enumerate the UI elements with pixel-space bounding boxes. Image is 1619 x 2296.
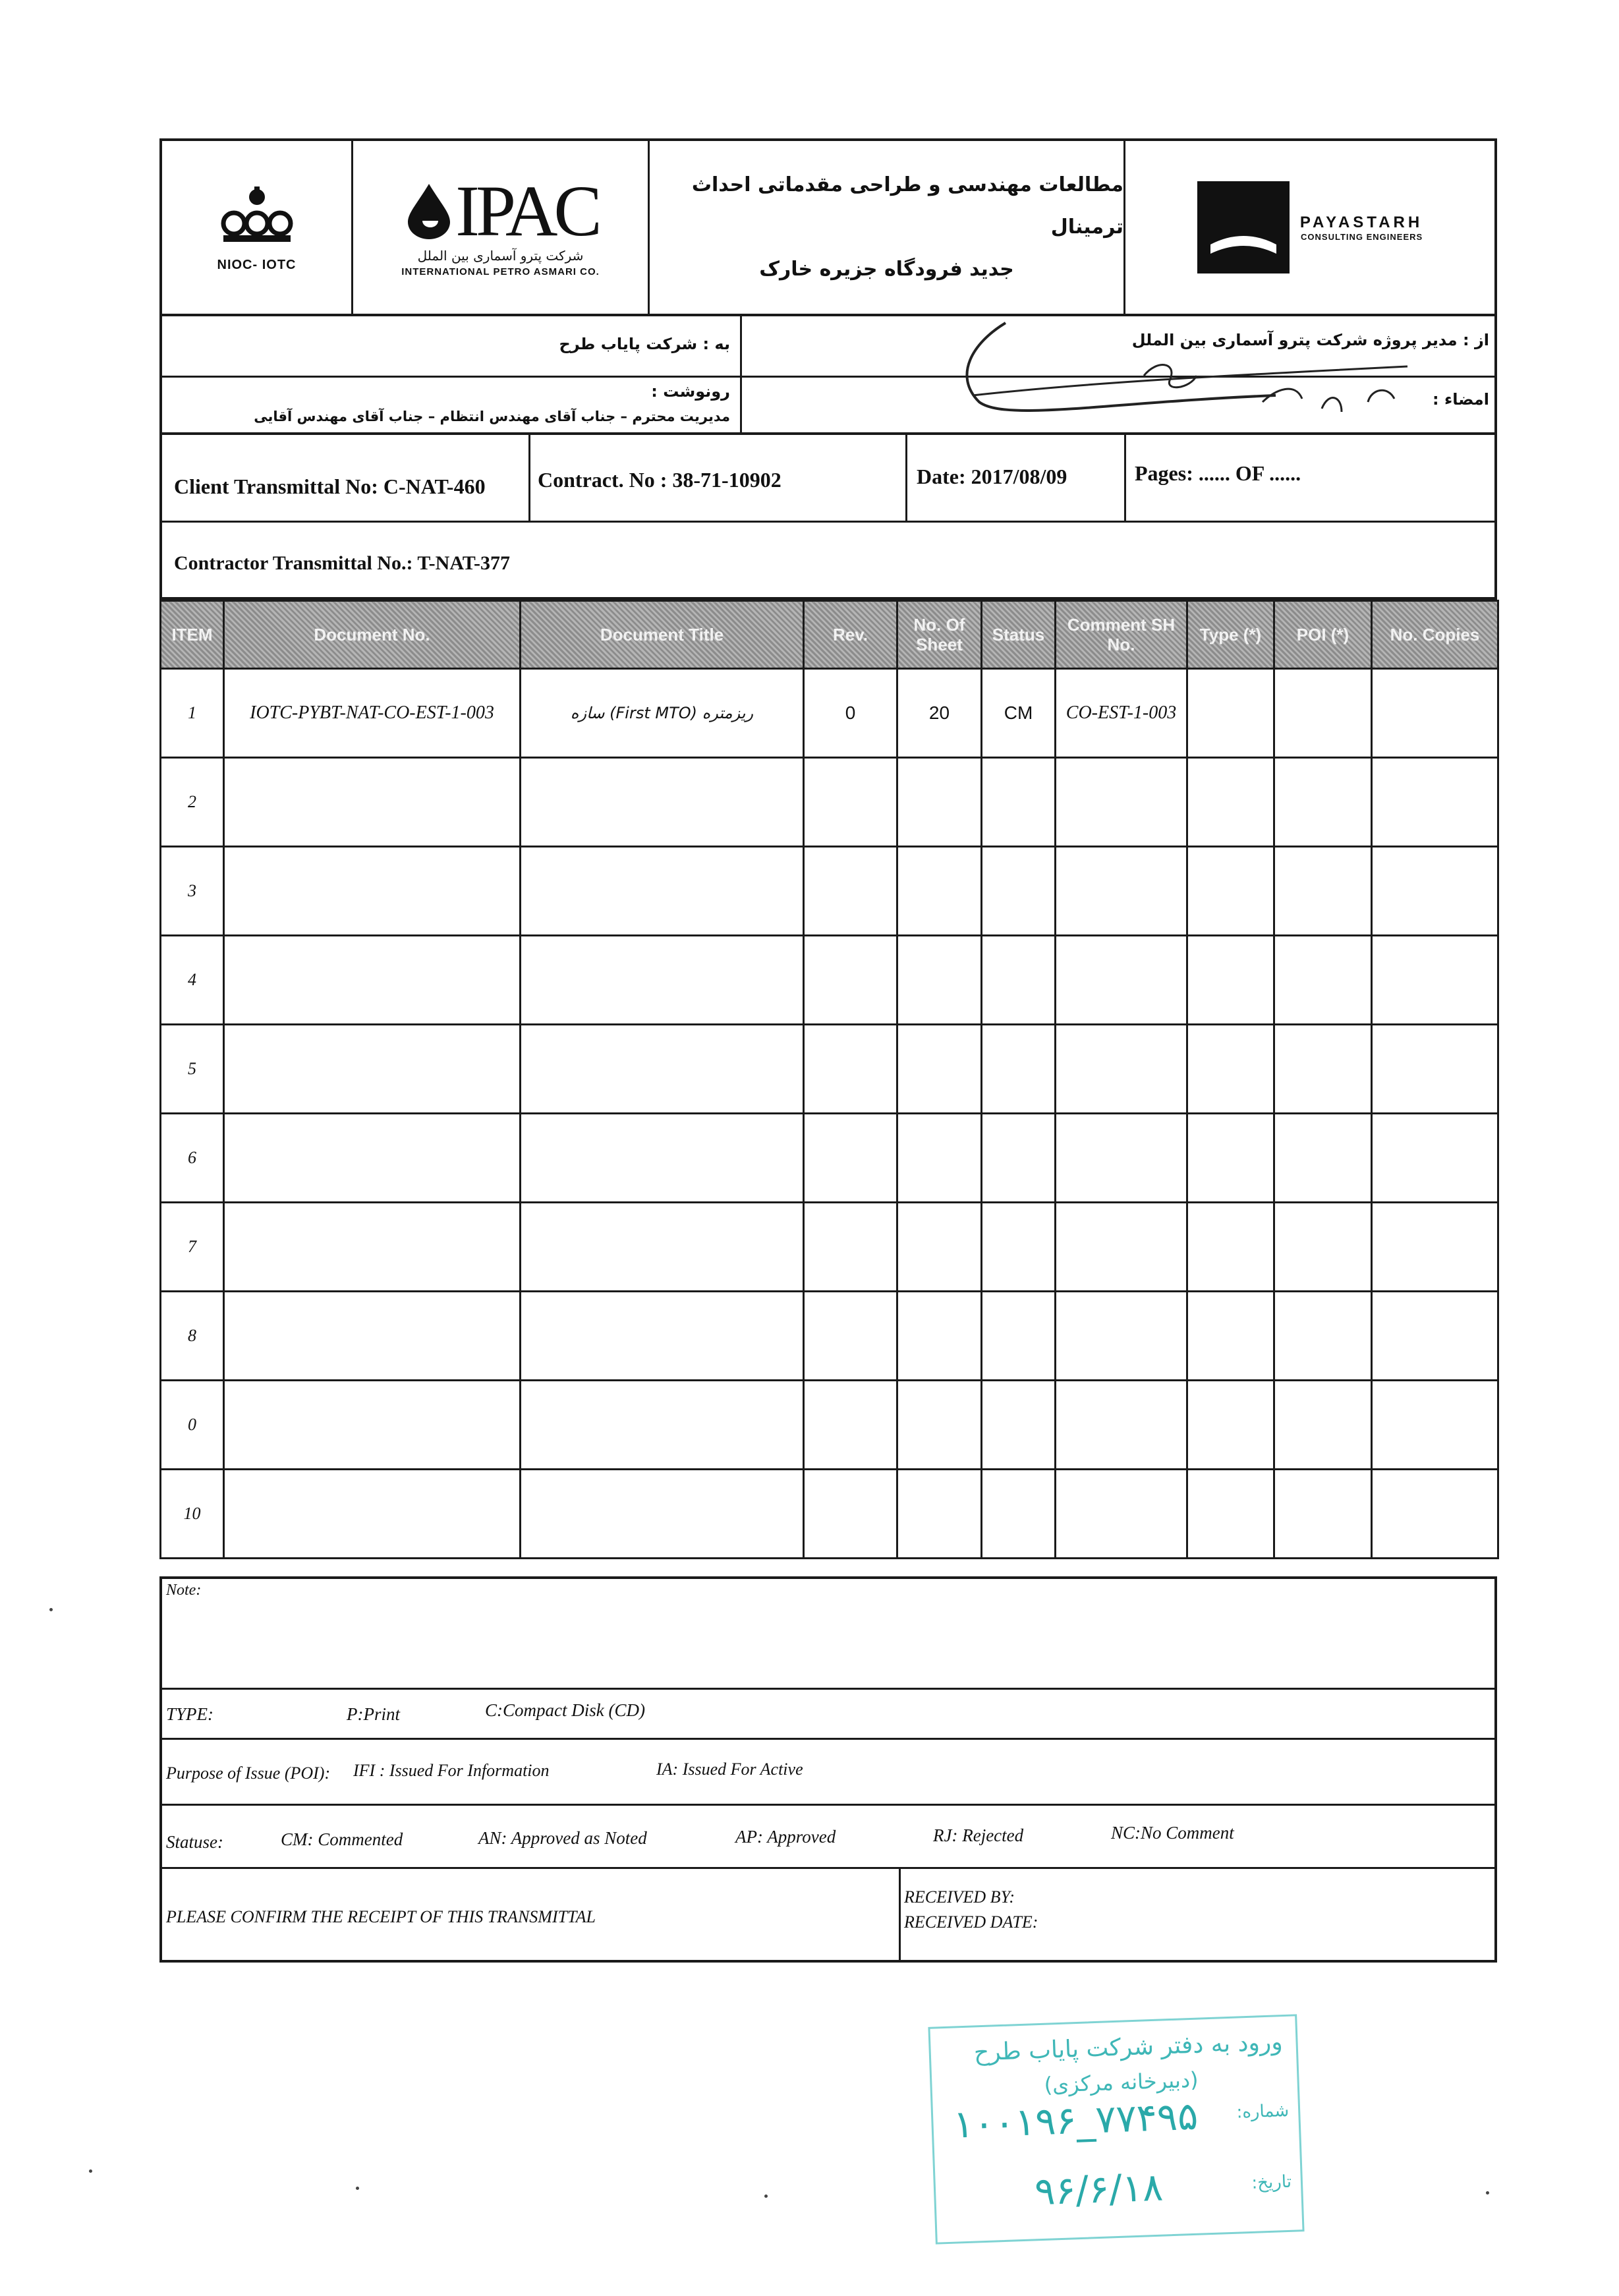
table-row bbox=[161, 936, 1498, 1025]
table-row bbox=[161, 1470, 1498, 1559]
item-cell: 7 bbox=[161, 1203, 224, 1292]
document-title-cell bbox=[521, 1292, 804, 1381]
col-poi: POI (*) bbox=[1274, 601, 1372, 669]
confirm-receipt-text: PLEASE CONFIRM THE RECEIPT OF THIS TRANSMITTAL bbox=[166, 1907, 596, 1926]
status-cell bbox=[982, 1292, 1056, 1381]
copies-cell bbox=[1372, 1381, 1498, 1470]
comment-sh-cell bbox=[1056, 1114, 1187, 1203]
item-cell: 2 bbox=[161, 758, 224, 847]
copies-cell bbox=[1372, 936, 1498, 1025]
copies-cell bbox=[1372, 1203, 1498, 1292]
col-document-title: Document Title bbox=[521, 601, 804, 669]
document-no-cell bbox=[224, 1470, 521, 1559]
project-title-line2: جدید فرودگاه جزیره خارک bbox=[759, 258, 1014, 281]
routing-block bbox=[159, 316, 1497, 435]
table-row bbox=[161, 669, 1498, 758]
poi-ifi: IFI : Issued For Information bbox=[353, 1761, 550, 1780]
receipt-stamp bbox=[928, 2014, 1304, 2244]
status-cell bbox=[982, 1470, 1056, 1559]
comment-sh-cell bbox=[1056, 758, 1187, 847]
sheets-cell bbox=[897, 1292, 982, 1381]
item-cell: 3 bbox=[161, 847, 224, 936]
rev-cell bbox=[804, 758, 897, 847]
col-no-copies: No. Copies bbox=[1372, 601, 1498, 669]
ipac-logo-cell bbox=[353, 141, 650, 314]
type-cell bbox=[1187, 1025, 1274, 1114]
col-status: Status bbox=[982, 601, 1056, 669]
stamp-number-label: شماره: bbox=[1236, 2100, 1290, 2123]
ipac-english-name: INTERNATIONAL PETRO ASMARI CO. bbox=[401, 266, 600, 277]
status-cell bbox=[982, 1114, 1056, 1203]
legend-block bbox=[159, 1576, 1497, 1963]
sheets-cell bbox=[897, 1470, 982, 1559]
from-field: از : مدیر پروژه شرکت پترو آسماری بین الملل bbox=[1131, 331, 1489, 349]
copies-cell bbox=[1372, 758, 1498, 847]
status-cm: CM: Commented bbox=[281, 1829, 403, 1849]
project-title-line1: مطالعات مهندسی و طراحی مقدماتی احداث ترمینال bbox=[691, 173, 1123, 239]
type-cd: C:Compact Disk (CD) bbox=[485, 1700, 645, 1720]
type-print: P:Print bbox=[347, 1704, 400, 1724]
type-cell bbox=[1187, 847, 1274, 936]
document-title-cell bbox=[521, 1203, 804, 1292]
cc-label: رونوشت : bbox=[651, 382, 730, 401]
status-cell: CM bbox=[982, 669, 1056, 758]
table-row bbox=[161, 1381, 1498, 1470]
document-title-cell bbox=[521, 847, 804, 936]
status-cell bbox=[982, 1203, 1056, 1292]
col-type: Type (*) bbox=[1187, 601, 1274, 669]
comment-sh-cell bbox=[1056, 847, 1187, 936]
document-no-cell bbox=[224, 936, 521, 1025]
transmittal-info bbox=[159, 435, 1497, 600]
type-cell bbox=[1187, 1203, 1274, 1292]
sheets-cell bbox=[897, 936, 982, 1025]
copies-cell bbox=[1372, 847, 1498, 936]
comment-sh-cell bbox=[1056, 1203, 1187, 1292]
comment-sh-cell bbox=[1056, 1470, 1187, 1559]
contract-no: Contract. No : 38-71-10902 bbox=[538, 468, 781, 492]
document-table bbox=[159, 600, 1499, 1559]
type-cell bbox=[1187, 669, 1274, 758]
rev-cell bbox=[804, 936, 897, 1025]
status-cell bbox=[982, 758, 1056, 847]
table-row bbox=[161, 1292, 1498, 1381]
poi-cell bbox=[1274, 758, 1372, 847]
client-transmittal-no: Client Transmittal No: C-NAT-460 bbox=[174, 474, 486, 498]
stamp-number: ۱۰۰۱۹۶_۷۷۴۹۵ bbox=[952, 2093, 1199, 2147]
document-no-cell bbox=[224, 1114, 521, 1203]
item-cell: 4 bbox=[161, 936, 224, 1025]
item-cell: 8 bbox=[161, 1292, 224, 1381]
payastarh-name: PAYASTARH bbox=[1299, 213, 1423, 231]
project-title bbox=[650, 141, 1125, 314]
sheets-cell bbox=[897, 1381, 982, 1470]
document-title-cell bbox=[521, 1025, 804, 1114]
copies-cell bbox=[1372, 1025, 1498, 1114]
sheets-cell bbox=[897, 1114, 982, 1203]
comment-sh-cell bbox=[1056, 1381, 1187, 1470]
document-title-cell bbox=[521, 1381, 804, 1470]
table-row bbox=[161, 847, 1498, 936]
poi-ia: IA: Issued For Active bbox=[656, 1760, 803, 1779]
ipac-persian-name: شرکت پترو آسماری بین الملل bbox=[417, 247, 584, 264]
sheets-cell: 20 bbox=[897, 669, 982, 758]
document-no-cell bbox=[224, 1292, 521, 1381]
stamp-line2: (دبیرخانه مرکزی) bbox=[1043, 2067, 1199, 2098]
type-cell bbox=[1187, 1470, 1274, 1559]
document-title-cell bbox=[521, 1470, 804, 1559]
rev-cell bbox=[804, 1025, 897, 1114]
payastarh-logo-icon bbox=[1197, 181, 1290, 273]
stamp-date: ۹۶/۶/۱۸ bbox=[1034, 2164, 1164, 2214]
document-title-cell: ریزمتره (First MTO) سازه bbox=[521, 669, 804, 758]
item-cell: 10 bbox=[161, 1470, 224, 1559]
table-header-row bbox=[161, 601, 1498, 669]
poi-cell bbox=[1274, 936, 1372, 1025]
document-no-cell bbox=[224, 847, 521, 936]
status-cell bbox=[982, 936, 1056, 1025]
poi-cell bbox=[1274, 1114, 1372, 1203]
document-no-cell bbox=[224, 758, 521, 847]
item-cell: 6 bbox=[161, 1114, 224, 1203]
letterhead bbox=[159, 138, 1497, 316]
comment-sh-cell bbox=[1056, 936, 1187, 1025]
status-rj: RJ: Rejected bbox=[933, 1825, 1024, 1845]
copies-cell bbox=[1372, 1114, 1498, 1203]
rev-cell bbox=[804, 1203, 897, 1292]
document-no-cell: IOTC-PYBT-NAT-CO-EST-1-003 bbox=[224, 669, 521, 758]
copies-cell bbox=[1372, 1470, 1498, 1559]
ipac-wordmark: IPAC bbox=[455, 170, 598, 251]
transmittal-date: Date: 2017/08/09 bbox=[917, 465, 1067, 488]
comment-sh-cell: CO-EST-1-003 bbox=[1056, 669, 1187, 758]
status-ap: AP: Approved bbox=[735, 1827, 836, 1847]
copies-cell bbox=[1372, 1292, 1498, 1381]
status-label: Statuse: bbox=[166, 1832, 223, 1852]
contractor-transmittal-no: Contractor Transmittal No.: T-NAT-377 bbox=[174, 552, 510, 574]
rev-cell bbox=[804, 1114, 897, 1203]
signature-label: امضاء : bbox=[1433, 390, 1489, 409]
poi-cell bbox=[1274, 1292, 1372, 1381]
rev-cell bbox=[804, 1381, 897, 1470]
type-cell bbox=[1187, 936, 1274, 1025]
sheets-cell bbox=[897, 758, 982, 847]
stamp-date-label: تاریخ: bbox=[1251, 2171, 1292, 2193]
document-title-cell bbox=[521, 1114, 804, 1203]
document-title-cell bbox=[521, 758, 804, 847]
document-no-cell bbox=[224, 1381, 521, 1470]
col-rev: Rev. bbox=[804, 601, 897, 669]
status-cell bbox=[982, 1381, 1056, 1470]
sheets-cell bbox=[897, 1203, 982, 1292]
payastarh-logo-cell bbox=[1125, 141, 1494, 314]
stamp-line1: ورود به دفتر شرکت پایاب طرح bbox=[973, 2028, 1284, 2067]
status-cell bbox=[982, 847, 1056, 936]
type-cell bbox=[1187, 1114, 1274, 1203]
sheets-cell bbox=[897, 847, 982, 936]
note-label: Note: bbox=[166, 1582, 202, 1599]
signature-scribble bbox=[894, 303, 1421, 435]
type-cell bbox=[1187, 1292, 1274, 1381]
document-no-cell bbox=[224, 1203, 521, 1292]
rev-cell bbox=[804, 1470, 897, 1559]
poi-cell bbox=[1274, 1203, 1372, 1292]
item-cell: 1 bbox=[161, 669, 224, 758]
poi-label: Purpose of Issue (POI): bbox=[166, 1764, 331, 1783]
sheets-cell bbox=[897, 1025, 982, 1114]
status-cell bbox=[982, 1025, 1056, 1114]
table-row bbox=[161, 1203, 1498, 1292]
document-title-cell bbox=[521, 936, 804, 1025]
status-nc: NC:No Comment bbox=[1111, 1823, 1234, 1843]
cc-text: مدیریت محترم – جناب آقای مهندس انتظام – جناب آقای مهندس آقایی bbox=[254, 409, 730, 424]
ipac-drop-icon bbox=[403, 181, 455, 241]
comment-sh-cell bbox=[1056, 1025, 1187, 1114]
comment-sh-cell bbox=[1056, 1292, 1187, 1381]
payastarh-subtitle: CONSULTING ENGINEERS bbox=[1301, 231, 1423, 242]
poi-cell bbox=[1274, 847, 1372, 936]
pages-count: Pages: ...... OF ...... bbox=[1135, 461, 1301, 485]
received-date: RECEIVED DATE: bbox=[904, 1912, 1038, 1932]
document-no-cell bbox=[224, 1025, 521, 1114]
nioc-emblem-icon bbox=[214, 183, 300, 248]
rev-cell bbox=[804, 847, 897, 936]
copies-cell bbox=[1372, 669, 1498, 758]
item-cell: 0 bbox=[161, 1381, 224, 1470]
type-cell bbox=[1187, 1381, 1274, 1470]
table-row bbox=[161, 1025, 1498, 1114]
nioc-logo-cell bbox=[162, 141, 353, 314]
item-cell: 5 bbox=[161, 1025, 224, 1114]
table-row bbox=[161, 758, 1498, 847]
type-cell bbox=[1187, 758, 1274, 847]
table-row bbox=[161, 1114, 1498, 1203]
rev-cell: 0 bbox=[804, 669, 897, 758]
poi-cell bbox=[1274, 1025, 1372, 1114]
to-field: به : شرکت پایاب طرح bbox=[559, 335, 730, 353]
col-no-of-sheet: No. Of Sheet bbox=[897, 601, 982, 669]
col-document-no: Document No. bbox=[224, 601, 521, 669]
type-label: TYPE: bbox=[166, 1704, 214, 1724]
rev-cell bbox=[804, 1292, 897, 1381]
nioc-label: NIOC- IOTC bbox=[217, 257, 297, 272]
received-by: RECEIVED BY: bbox=[904, 1887, 1015, 1907]
transmittal-sheet bbox=[159, 138, 1497, 1963]
col-comment-sh-no: Comment SH No. bbox=[1056, 601, 1187, 669]
poi-cell bbox=[1274, 669, 1372, 758]
status-an: AN: Approved as Noted bbox=[478, 1828, 647, 1848]
col-item: ITEM bbox=[161, 601, 224, 669]
poi-cell bbox=[1274, 1381, 1372, 1470]
poi-cell bbox=[1274, 1470, 1372, 1559]
